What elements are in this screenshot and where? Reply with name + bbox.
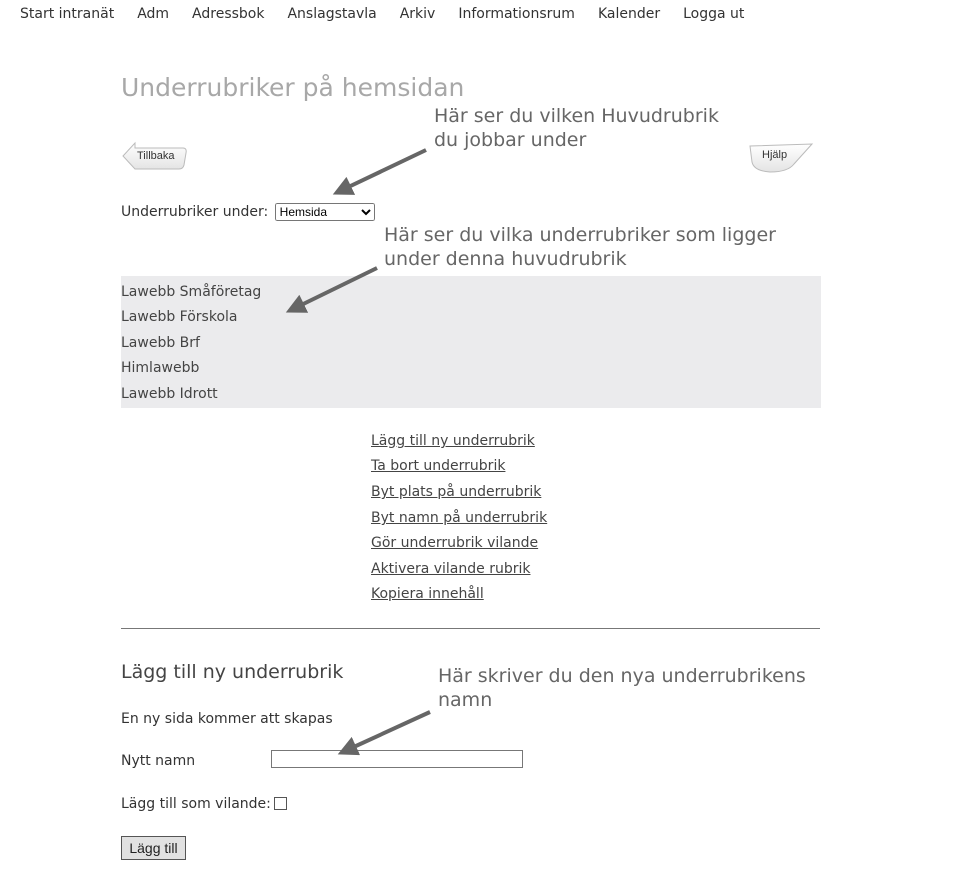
annotation-text: Här ser du vilka underrubriker som ligger bbox=[384, 224, 776, 246]
delete-subheading-link[interactable]: Ta bort underrubrik bbox=[371, 458, 506, 474]
list-item: Lawebb Förskola bbox=[121, 309, 238, 325]
add-section-info: En ny sida kommer att skapas bbox=[121, 711, 333, 727]
nav-start-intranat[interactable]: Start intranät bbox=[20, 6, 115, 22]
add-subheading-link[interactable]: Lägg till ny underrubrik bbox=[371, 433, 535, 449]
new-name-label: Nytt namn bbox=[121, 753, 196, 769]
help-label: Hjälp bbox=[762, 149, 788, 161]
back-label: Tillbaka bbox=[137, 150, 175, 162]
annotation-text: under denna huvudrubrik bbox=[384, 248, 627, 270]
page-title: Underrubriker på hemsidan bbox=[121, 73, 465, 102]
list-item: Himlawebb bbox=[121, 360, 200, 376]
annotation-text: namn bbox=[438, 689, 493, 711]
deactivate-subheading-link[interactable]: Gör underrubrik vilande bbox=[371, 535, 539, 551]
nav-anslagstavla[interactable]: Anslagstavla bbox=[287, 6, 377, 22]
activate-subheading-link[interactable]: Aktivera vilande rubrik bbox=[371, 561, 531, 577]
arrow-icon bbox=[293, 268, 377, 309]
nav-logga-ut[interactable]: Logga ut bbox=[683, 6, 745, 22]
nav-informationsrum[interactable]: Informationsrum bbox=[458, 6, 575, 22]
annotation-text: Här skriver du den nya underrubrikens bbox=[438, 665, 806, 687]
nav-adressbok[interactable]: Adressbok bbox=[192, 6, 265, 22]
add-button[interactable]: Lägg till bbox=[121, 836, 186, 860]
inactive-label: Lägg till som vilande: bbox=[121, 796, 271, 812]
move-subheading-link[interactable]: Byt plats på underrubrik bbox=[371, 484, 542, 500]
rename-subheading-link[interactable]: Byt namn på underrubrik bbox=[371, 510, 548, 526]
selector-label: Underrubriker under: bbox=[121, 204, 269, 220]
arrow-icon bbox=[345, 712, 430, 751]
annotation-text: Här ser du vilken Huvudrubrik bbox=[434, 105, 719, 127]
copy-content-link[interactable]: Kopiera innehåll bbox=[371, 586, 484, 602]
arrow-icon bbox=[340, 150, 426, 191]
nav-kalender[interactable]: Kalender bbox=[597, 6, 661, 22]
nav-arkiv[interactable]: Arkiv bbox=[399, 6, 436, 22]
annotation-text: du jobbar under bbox=[434, 129, 587, 151]
add-section-title: Lägg till ny underrubrik bbox=[121, 661, 344, 683]
list-item: Lawebb Brf bbox=[121, 335, 200, 351]
list-item: Lawebb Småföretag bbox=[121, 284, 262, 300]
list-item: Lawebb Idrott bbox=[121, 386, 218, 402]
nav-adm[interactable]: Adm bbox=[137, 6, 170, 22]
